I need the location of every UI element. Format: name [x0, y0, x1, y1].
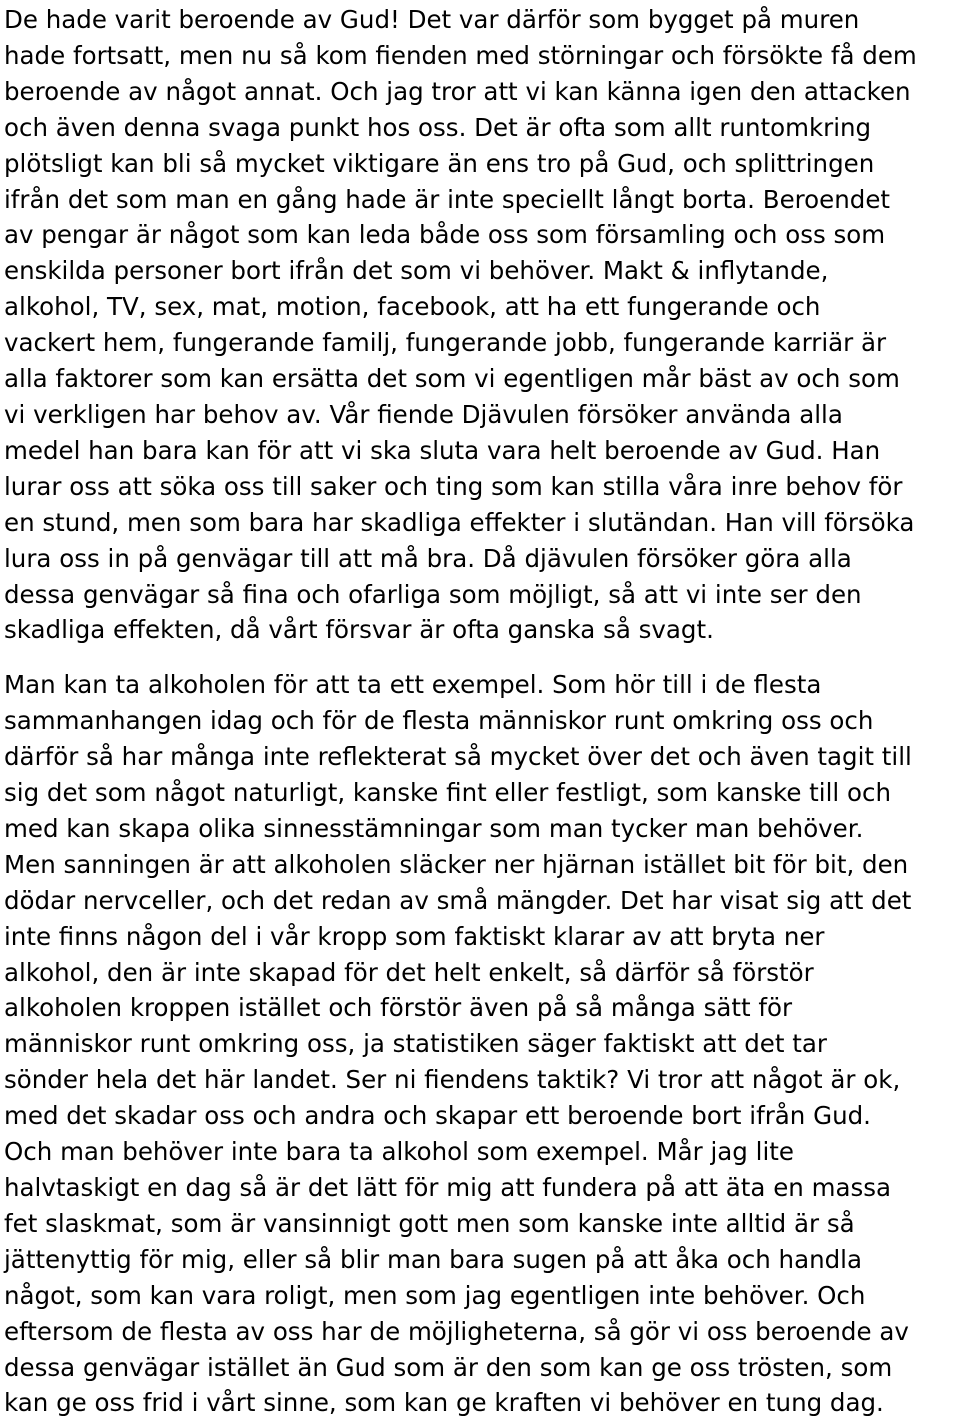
text-line: sammanhangen idag och för de flesta människor runt omkring oss och	[4, 706, 874, 736]
text-line: dessa genvägar istället än Gud som är den som kan ge oss trösten, som	[4, 1352, 893, 1382]
text-line: därför så har många inte reflekterat så mycket över det och även tagit till	[4, 742, 912, 772]
text-line: med kan skapa olika sinnesstämningar som man tycker man behöver.	[4, 813, 864, 843]
text-line: och även denna svaga punkt hos oss. Det är ofta som allt runtomkring	[4, 112, 872, 142]
text-line: dödar nervceller, och det redan av små mängder. Det har visat sig att det	[4, 885, 912, 915]
text-line: sönder hela det här landet. Ser ni fiendens taktik? Vi tror att något är ok,	[4, 1065, 901, 1095]
document-page	[4, 0, 956, 1421]
text-line: Man kan ta alkoholen för att ta ett exempel. Som hör till i de flesta	[4, 670, 822, 700]
text-line: Och man behöver inte bara ta alkohol som exempel. Mår jag lite	[4, 1137, 794, 1167]
text-line: beroende av något annat. Och jag tror att vi kan känna igen den attacken	[4, 76, 911, 106]
text-line: enskilda personer bort ifrån det som vi behöver. Makt & inflytande,	[4, 256, 829, 286]
text-line: lura oss in på genvägar till att må bra. Då djävulen försöker göra alla	[4, 543, 852, 573]
text-line: alkohol, den är inte skapad för det helt enkelt, så därför så förstör	[4, 957, 814, 987]
text-line: vackert hem, fungerande familj, fungerande jobb, fungerande karriär är	[4, 328, 887, 358]
text-line: alkoholen kroppen istället och förstör även på så många sätt för	[4, 993, 793, 1023]
text-line: en stund, men som bara har skadliga effekter i slutändan. Han vill försöka	[4, 507, 915, 537]
text-line: alla faktorer som kan ersätta det som vi egentligen mår bäst av och som	[4, 364, 900, 394]
text-line: skadliga effekten, då vårt försvar är ofta ganska så svagt.	[4, 615, 714, 645]
text-line: sig det som något naturligt, kanske fint eller festligt, som kanske till och	[4, 778, 891, 808]
text-line: dessa genvägar så fina och ofarliga som möjligt, så att vi inte ser den	[4, 579, 862, 609]
text-line: halvtaskigt en dag så är det lätt för mig att fundera på att äta en massa	[4, 1173, 892, 1202]
text-line: något, som kan vara roligt, men som jag egentligen inte behöver. Och	[4, 1280, 866, 1310]
text-line: plötsligt kan bli så mycket viktigare än ens tro på Gud, och splittringen	[4, 148, 875, 178]
text-line: vi verkligen har behov av. Vår fiende Djävulen försöker använda alla	[4, 399, 843, 429]
text-line: människor runt omkring oss, ja statistiken säger faktiskt att det tar	[4, 1029, 827, 1059]
text-line: hade fortsatt, men nu så kom fienden med störningar och försökte få dem	[4, 40, 917, 70]
text-line: jättenyttig för mig, eller så blir man bara sugen på att åka och handla	[4, 1244, 863, 1274]
text-line: kan ge oss frid i vårt sinne, som kan ge kraften vi behöver en tung dag.	[4, 1388, 884, 1418]
paragraph-1	[4, 0, 956, 648]
paragraph-2	[4, 667, 956, 1421]
text-line: ifrån det som man en gång hade är inte speciellt långt borta. Beroendet	[4, 184, 890, 214]
text-line: De hade varit beroende av Gud! Det var därför som bygget på muren	[4, 5, 860, 34]
text-line: inte finns någon del i vår kropp som faktiskt klarar av att bryta ner	[4, 921, 825, 951]
text-line: eftersom de flesta av oss har de möjligheterna, så gör vi oss beroende av	[4, 1316, 909, 1346]
text-line: fet slaskmat, som är vansinnigt gott men som kanske inte alltid är så	[4, 1208, 855, 1238]
text-line: med det skadar oss och andra och skapar ett beroende bort ifrån Gud.	[4, 1101, 871, 1131]
text-line: lurar oss att söka oss till saker och ting som kan stilla våra inre behov för	[4, 471, 903, 501]
text-line: av pengar är något som kan leda både oss som församling och oss som	[4, 220, 886, 250]
text-line: alkohol, TV, sex, mat, motion, facebook, att ha ett fungerande och	[4, 292, 821, 322]
text-line: Men sanningen är att alkoholen släcker ner hjärnan istället bit för bit, den	[4, 849, 909, 879]
text-line: medel han bara kan för att vi ska sluta vara helt beroende av Gud. Han	[4, 435, 881, 465]
